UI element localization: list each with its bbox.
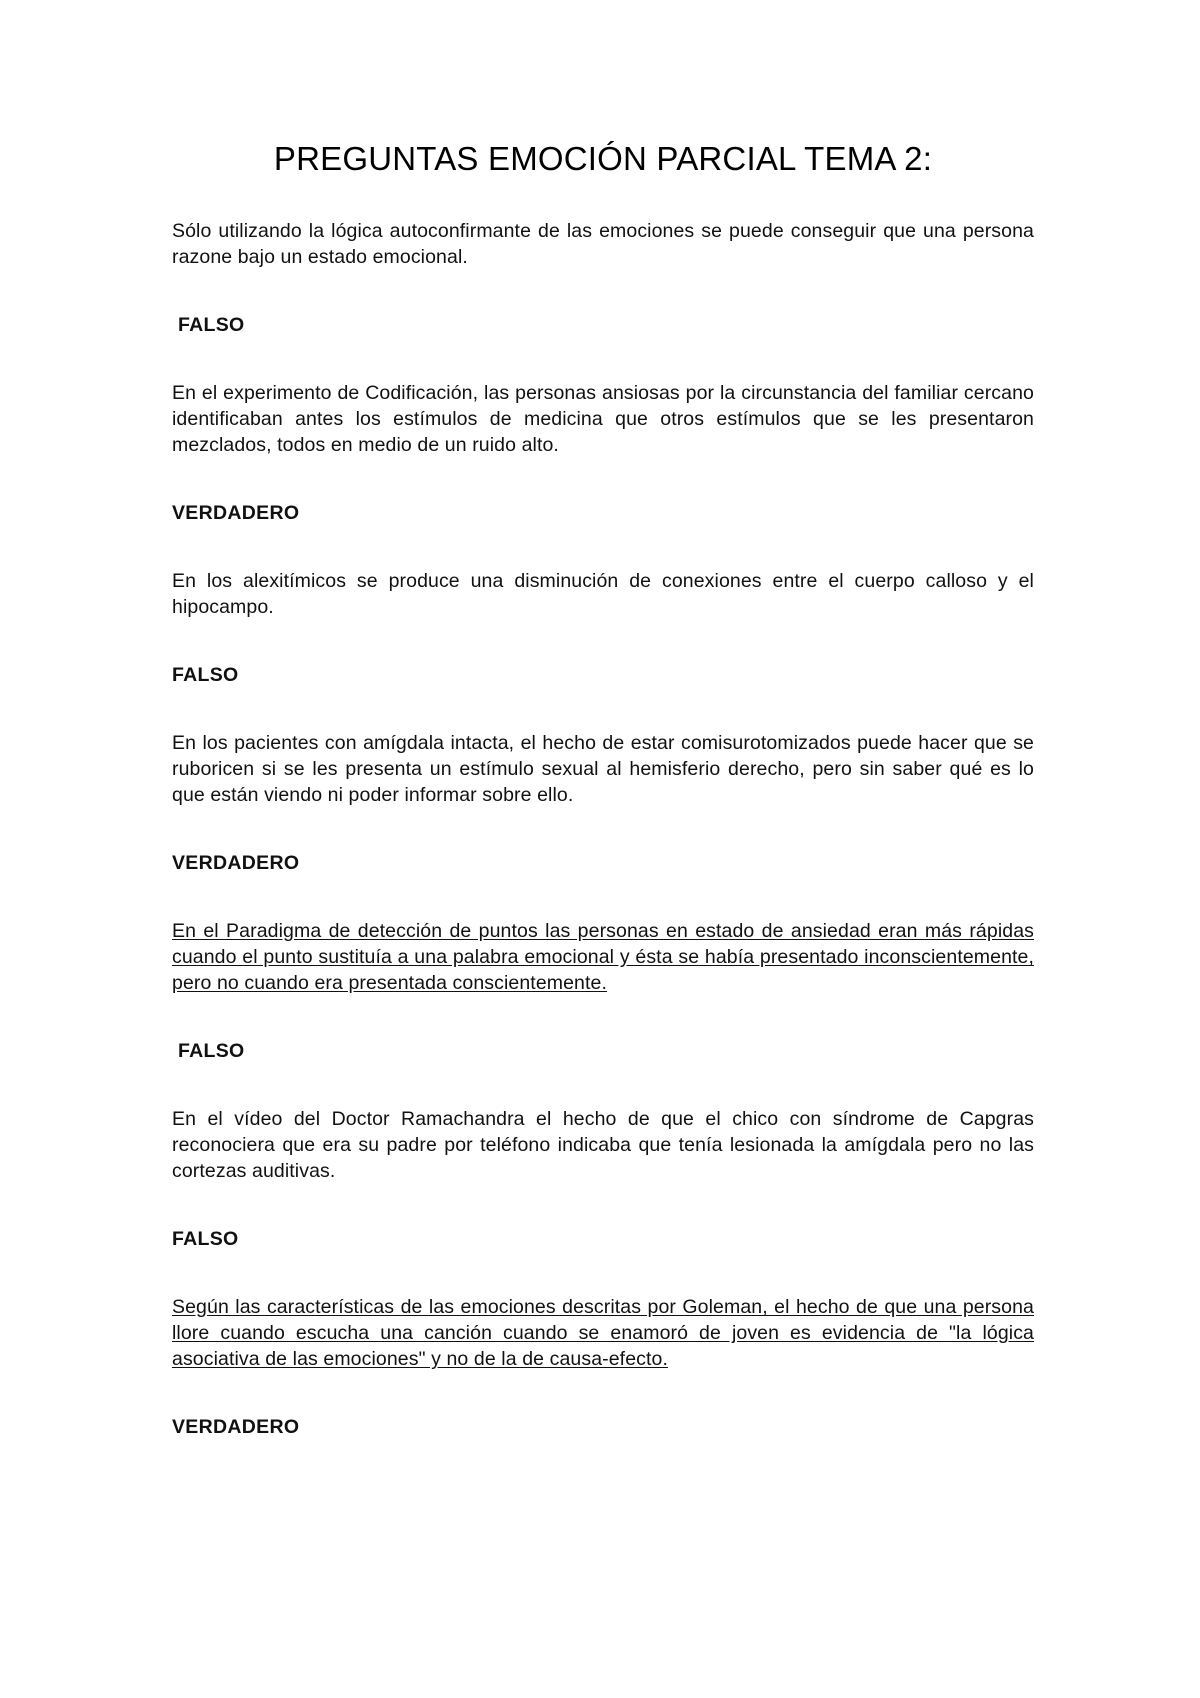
question-block-6 bbox=[172, 1106, 1034, 1252]
question-block-5 bbox=[172, 918, 1034, 1064]
answer-label: VERDADERO bbox=[172, 502, 300, 524]
question-text: En los alexitímicos se produce una disminución de conexiones entre el cuerpo calloso y el hipocampo. bbox=[172, 570, 1034, 618]
answer-label: VERDADERO bbox=[172, 1416, 300, 1438]
answer-label: FALSO bbox=[172, 1228, 239, 1250]
question-text: Según las características de las emociones descritas por Goleman, el hecho de que una persona llore cuando escucha una canción cuando se enamoró de joven es evidencia de "la lógica asociativa de las emociones" y no de la de causa-efecto. bbox=[172, 1296, 1034, 1370]
question-text: En los pacientes con amígdala intacta, el hecho de estar comisurotomizados puede hacer que se ruboricen si se les presenta un estímulo sexual al hemisferio derecho, pero sin saber qué es lo que están viendo ni poder informar sobre ello. bbox=[172, 732, 1034, 806]
answer-label: FALSO bbox=[178, 314, 245, 336]
question-block-1 bbox=[172, 218, 1034, 338]
question-text: En el experimento de Codificación, las personas ansiosas por la circunstancia del familiar cercano identificaban antes los estímulos de medicina que otros estímulos que se les presentaron mezclados, todos en medio de un ruido alto. bbox=[172, 382, 1034, 456]
question-block-4 bbox=[172, 730, 1034, 876]
document-title: PREGUNTAS EMOCIÓN PARCIAL TEMA 2: bbox=[273, 140, 933, 177]
answer-label: FALSO bbox=[172, 664, 239, 686]
question-text: En el Paradigma de detección de puntos las personas en estado de ansiedad eran más rápidas cuando el punto sustituía a una palabra emocional y ésta se había presentado inconscientemente, pero no cuando era presentada conscientemente. bbox=[172, 920, 1034, 994]
question-block-7 bbox=[172, 1294, 1034, 1440]
question-block-3 bbox=[172, 568, 1034, 688]
question-block-2 bbox=[172, 380, 1034, 526]
question-text: Sólo utilizando la lógica autoconfirmante de las emociones se puede conseguir que una persona razone bajo un estado emocional. bbox=[172, 220, 1034, 268]
document-page bbox=[172, 140, 1034, 1482]
question-text: En el vídeo del Doctor Ramachandra el hecho de que el chico con síndrome de Capgras reconociera que era su padre por teléfono indicaba que tenía lesionada la amígdala pero no las cortezas auditivas. bbox=[172, 1108, 1034, 1182]
answer-label: VERDADERO bbox=[172, 852, 300, 874]
answer-label: FALSO bbox=[178, 1040, 245, 1062]
